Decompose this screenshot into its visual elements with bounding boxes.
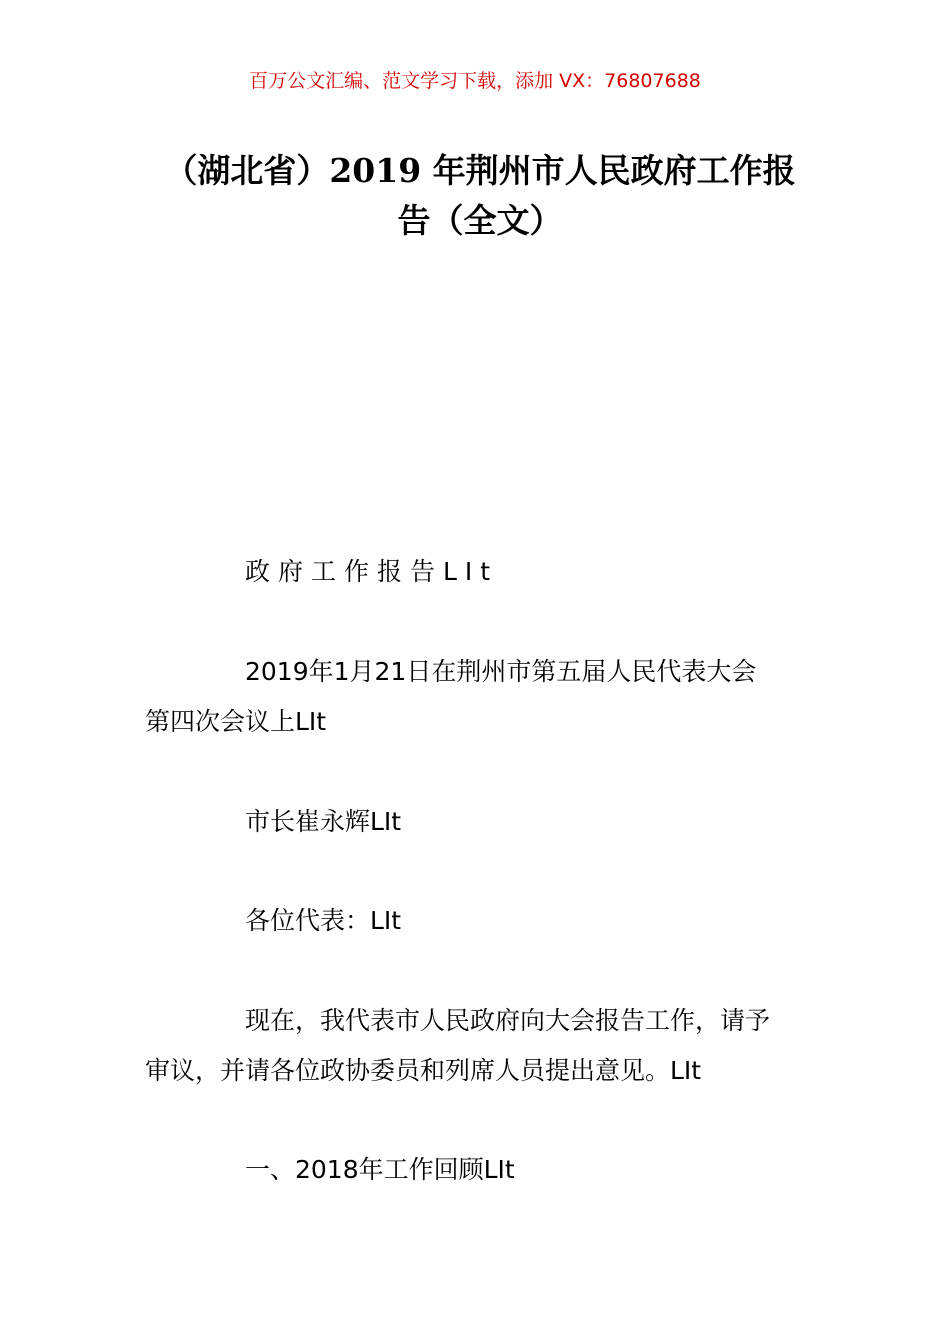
paragraph-meeting-date bbox=[145, 647, 810, 747]
document-title-line-1: （湖北省）2019 年荆州市人民政府工作报 bbox=[164, 151, 796, 190]
section-heading-text: 一、2018年工作回顾LIt bbox=[245, 1155, 515, 1184]
opening-line-1: 现在，我代表市人民政府向大会报告工作，请予 bbox=[245, 1006, 771, 1035]
paragraph-report-heading bbox=[145, 547, 810, 597]
header-watermark-note: 百万公文汇编、范文学习下载，添加 VX：76807688 bbox=[249, 70, 701, 92]
paragraph-section-heading bbox=[145, 1145, 810, 1195]
report-heading-text: 政府工作报告LIt bbox=[245, 557, 499, 586]
paragraph-salutation bbox=[145, 896, 810, 946]
meeting-date-line-2: 第四次会议上LIt bbox=[145, 707, 327, 736]
document-title bbox=[150, 146, 810, 246]
speaker-text: 市长崔永辉LIt bbox=[245, 807, 402, 836]
opening-line-2: 审议，并请各位政协委员和列席人员提出意见。LIt bbox=[145, 1056, 702, 1085]
paragraph-opening bbox=[145, 996, 810, 1096]
document-title-line-2: 告（全文） bbox=[397, 201, 563, 240]
salutation-text: 各位代表：LIt bbox=[245, 906, 402, 935]
paragraph-speaker bbox=[145, 797, 810, 847]
meeting-date-line-1: 2019年1月21日在荆州市第五届人民代表大会 bbox=[245, 657, 757, 686]
